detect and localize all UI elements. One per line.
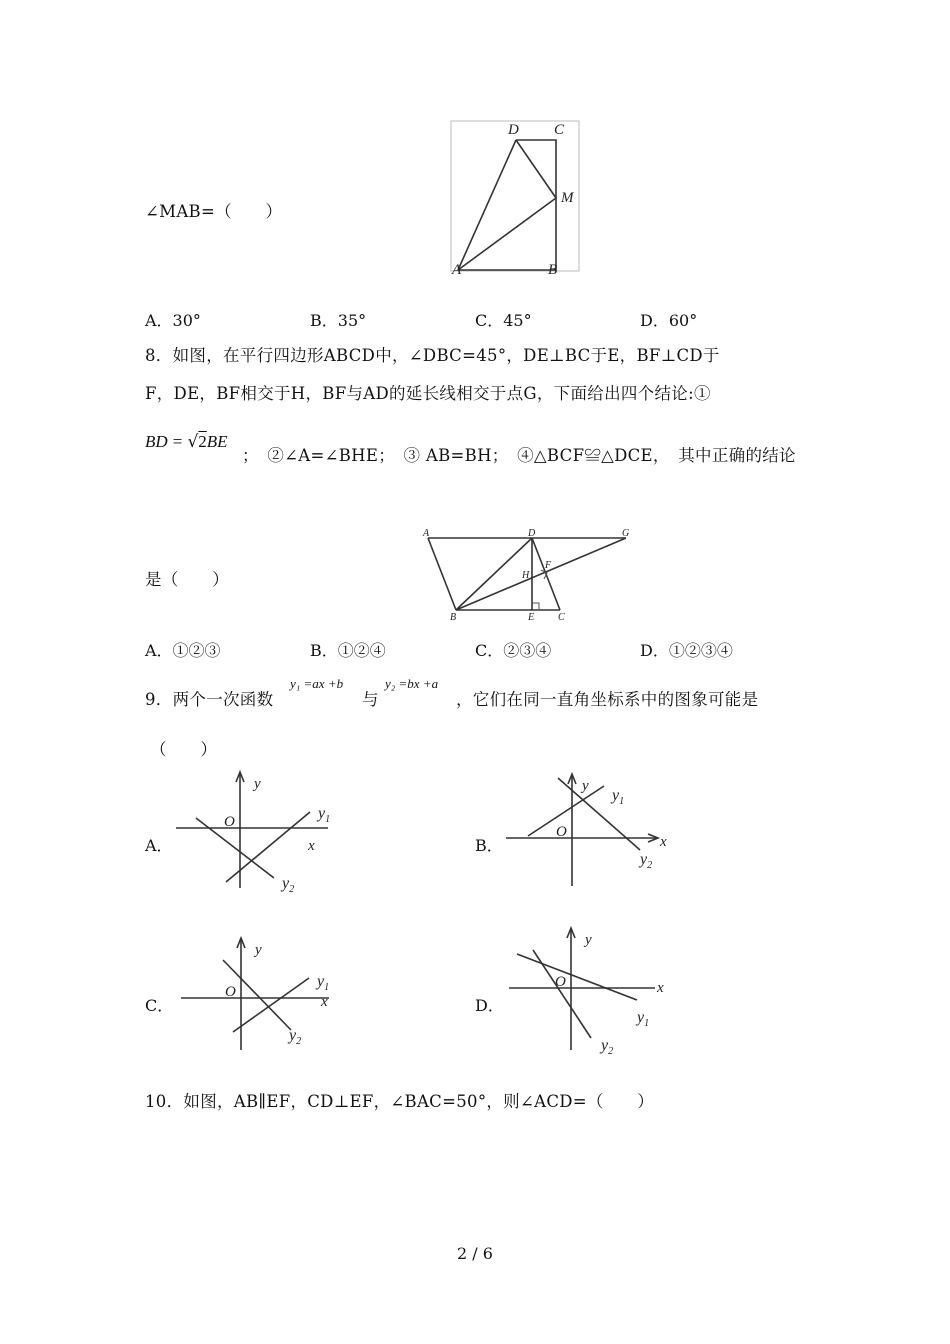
q9-d-y1-label: $y_1$ [637, 1009, 650, 1029]
q9-c-y2-label: $y_2$ [289, 1027, 302, 1047]
q8-line1: 8．如图，在平行四边形ABCD中，∠DBC=45°，DE⊥BC于E，BF⊥CD于 [145, 346, 720, 365]
q8-line2: F，DE，BF相交于H，BF与AD的延长线相交于点G，下面给出四个结论:① [145, 384, 711, 403]
q9-b-x-label: x [660, 834, 667, 850]
q8-label-f: F [545, 560, 552, 571]
q8-bd [456, 538, 532, 610]
q7-option-b: B．35° [310, 311, 367, 330]
q8-label-b: B [450, 612, 457, 623]
q10-line1: 10．如图，AB∥EF，CD⊥EF，∠BAC=50°，则∠ACD=（ ） [145, 1092, 655, 1111]
q8-formula-lhs: BD [145, 432, 168, 451]
q7-option-a: A．30° [145, 311, 201, 330]
q9-b-y1-label: $y_1$ [612, 787, 625, 807]
q7-dm [516, 140, 556, 198]
q7-am [458, 198, 556, 270]
q9-c-x-label: x [321, 994, 328, 1010]
q8-line3: ； ②∠A=∠BHE； ③ AB=BH； ④△BCF≌△DCE， 其中正确的结论 [242, 446, 796, 465]
q7-stem: ∠MAB=（ ） [145, 202, 283, 221]
q8-option-c: C．②③④ [475, 641, 552, 660]
q7-option-c: C．45° [475, 311, 532, 330]
q9-a-line-y1 [226, 812, 310, 882]
q9-c-line-y1 [233, 978, 309, 1032]
q8-formula-sqrt: √ [187, 432, 199, 452]
q9-graph-c [175, 936, 355, 1056]
q8-line4: 是（ ） [145, 570, 229, 589]
q9-a-line-y2 [196, 818, 274, 878]
q8-label-c: C [558, 612, 565, 623]
q9-d-x-label: x [657, 980, 664, 996]
q9-line2: （ ） [150, 740, 218, 759]
q9-d-y-label: y [585, 932, 592, 948]
q9-b-y2-label: $y_2$ [640, 851, 653, 871]
q9-d-o-label: O [555, 974, 566, 990]
q7-figure [450, 120, 590, 280]
q9-c-y-label: y [255, 942, 262, 958]
q9-d-y2-label: $y_2$ [601, 1037, 614, 1057]
q7-ad [458, 140, 516, 270]
q7-label-c: C [554, 122, 565, 138]
q9-a-y2-label: $y_2$ [282, 875, 295, 895]
q7-label-m: M [561, 190, 574, 206]
q9-graph-b-label: B． [475, 836, 503, 855]
q9-b-y-label: y [582, 778, 589, 794]
q8-label-e: E [528, 612, 535, 623]
q8-bg [456, 538, 626, 610]
q9-a-o-label: O [224, 814, 235, 830]
q9-c-y1-label: $y_1$ [317, 973, 330, 993]
q9-d-line-y1 [517, 954, 637, 1000]
q8-option-b: B．①②④ [310, 641, 386, 660]
q8-label-h: H [522, 570, 530, 581]
q7-label-b: B [548, 262, 558, 278]
q7-label-d: D [508, 122, 519, 138]
page-number: 2 / 6 [457, 1244, 493, 1263]
q9-suffix: ，它们在同一直角坐标系中的图象可能是 [456, 690, 759, 709]
q9-graph-d [505, 926, 695, 1060]
q9-b-o-label: O [556, 824, 567, 840]
q9-f2: y₂ =bx +a [385, 676, 439, 691]
q9-d-line-y2 [533, 950, 591, 1038]
q8-figure [420, 526, 640, 626]
q8-option-a: A．①②③ [145, 641, 221, 660]
q8-label-d: D [528, 528, 536, 539]
q8-ab [428, 538, 456, 610]
q8-formula-eq: = [172, 432, 183, 451]
q9-graph-b [500, 772, 690, 892]
q7-option-d: D．60° [640, 311, 698, 330]
q9-graph-d-label: D． [475, 996, 504, 1015]
q8-formula [145, 432, 228, 452]
q9-prefix: 9．两个一次函数 [145, 690, 274, 709]
q8-label-a: A [423, 528, 430, 539]
q9-a-y1-label: $y_1$ [318, 805, 331, 825]
q9-mid: 与 [362, 690, 379, 709]
q9-a-x-label: x [308, 838, 315, 854]
q9-graph-a [170, 770, 350, 900]
q9-graph-c-label: C． [145, 996, 174, 1015]
q8-formula-rhs: BE [206, 432, 228, 451]
q8-label-g: G [622, 528, 630, 539]
q9-graph-a-label: A． [145, 836, 173, 855]
q9-a-y-label: y [254, 776, 261, 792]
q9-f1: y₁ =ax +b [290, 676, 344, 691]
q8-right-angle-e [532, 603, 539, 610]
q7-label-a: A [452, 262, 462, 278]
q9-c-o-label: O [225, 984, 236, 1000]
q8-formula-two: 2 [198, 432, 207, 451]
q8-option-d: D．①②③④ [640, 641, 733, 660]
